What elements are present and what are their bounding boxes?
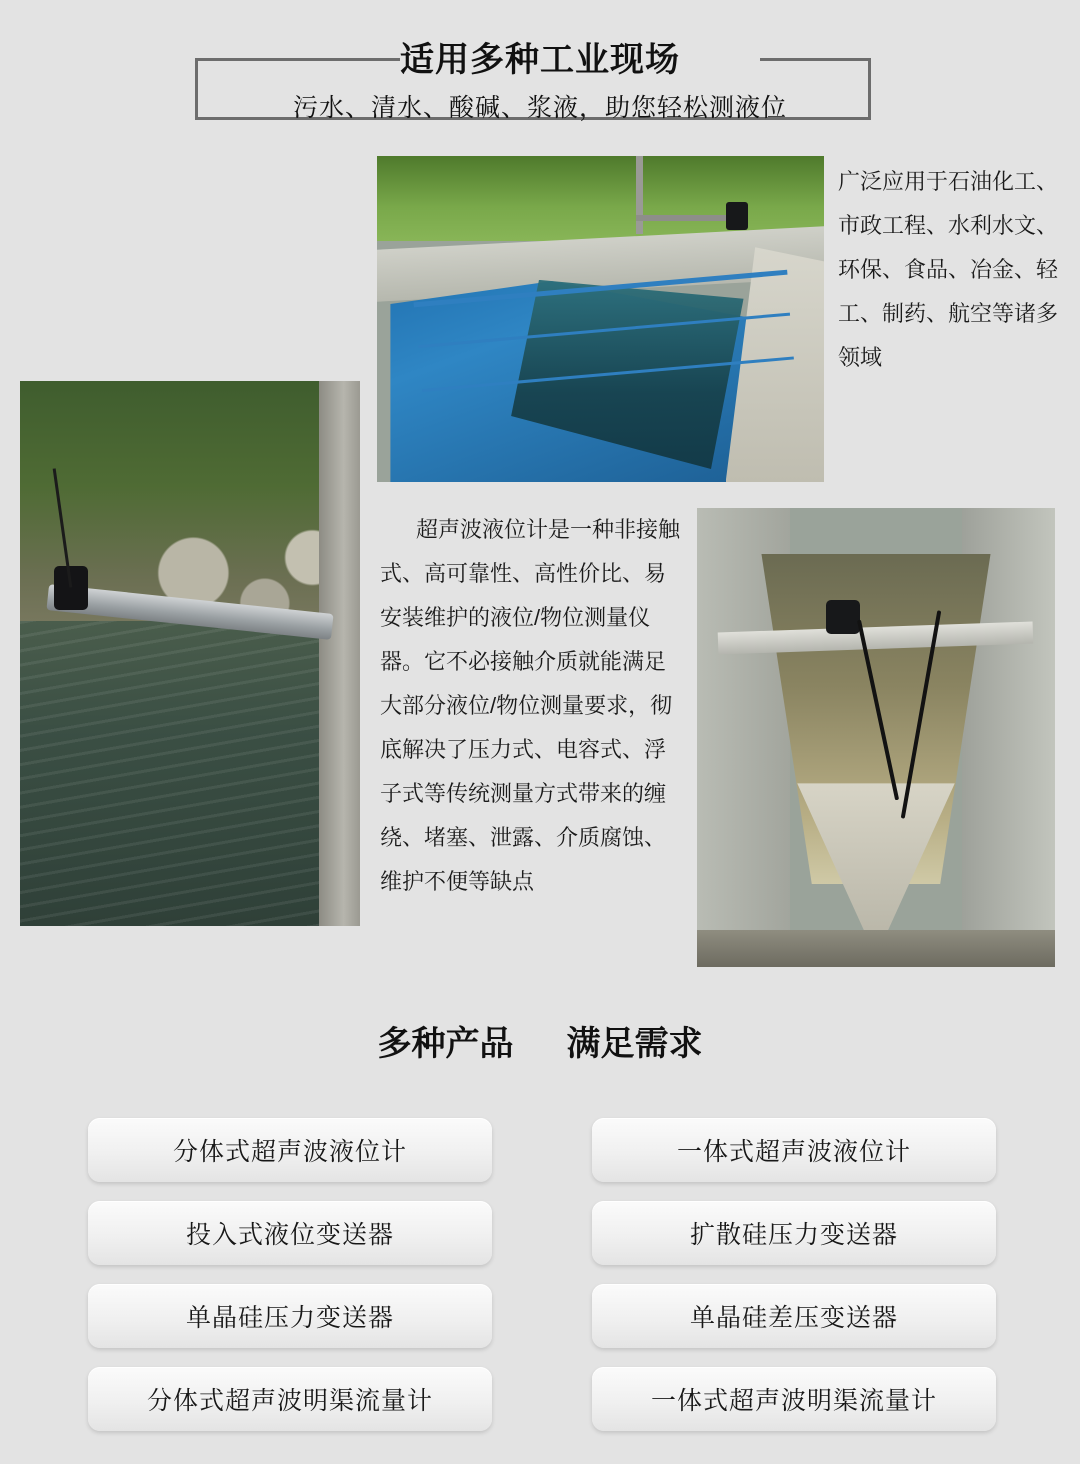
photo-open-channel (377, 156, 824, 482)
product-item[interactable]: 扩散硅压力变送器 (592, 1201, 996, 1265)
product-item[interactable]: 一体式超声波液位计 (592, 1118, 996, 1182)
page-subtitle: 污水、清水、酸碱、浆液，助您轻松测液位 (292, 94, 787, 122)
ultrasonic-sensor-icon (54, 566, 88, 610)
products-section-title (0, 1016, 1080, 1065)
canal-mounting-arm (636, 215, 734, 221)
product-item[interactable]: 分体式超声波液位计 (88, 1118, 492, 1182)
river-concrete-wall (319, 381, 360, 926)
product-item[interactable]: 单晶硅差压变送器 (592, 1284, 996, 1348)
photo-v-notch-flume (697, 508, 1055, 967)
applications-paragraph: 广泛应用于石油化工、市政工程、水利水文、环保、食品、冶金、轻工、制药、航空等诸多领域 (838, 169, 1059, 370)
ultrasonic-sensor-icon (826, 600, 860, 634)
product-item[interactable]: 单晶硅压力变送器 (88, 1284, 492, 1348)
ultrasonic-sensor-icon (726, 202, 748, 230)
river-water (20, 621, 360, 926)
products-title-left: 多种产品 (377, 1025, 514, 1063)
flume-floor (697, 930, 1055, 967)
page-title: 适用多种工业现场 (400, 41, 680, 79)
products-title-right: 满足需求 (566, 1025, 703, 1063)
canal-grass (377, 156, 824, 241)
canal-mounting-pole (636, 156, 643, 234)
product-item[interactable]: 分体式超声波明渠流量计 (88, 1367, 492, 1431)
product-item[interactable]: 投入式液位变送器 (88, 1201, 492, 1265)
product-description-paragraph: 超声波液位计是一种非接触式、高可靠性、高性价比、易安装维护的液位/物位测量仪器。它不必接触介质就能满足大部分液位/物位测量要求，彻底解决了压力式、电容式、浮子式等传统测量方式带来的缠绕、堵塞、泄露、介质腐蚀、维护不便等缺点 (380, 517, 681, 894)
product-item[interactable]: 一体式超声波明渠流量计 (592, 1367, 996, 1431)
page-header (0, 0, 1080, 140)
photo-river-installation (20, 381, 360, 926)
product-list (88, 1118, 996, 1431)
